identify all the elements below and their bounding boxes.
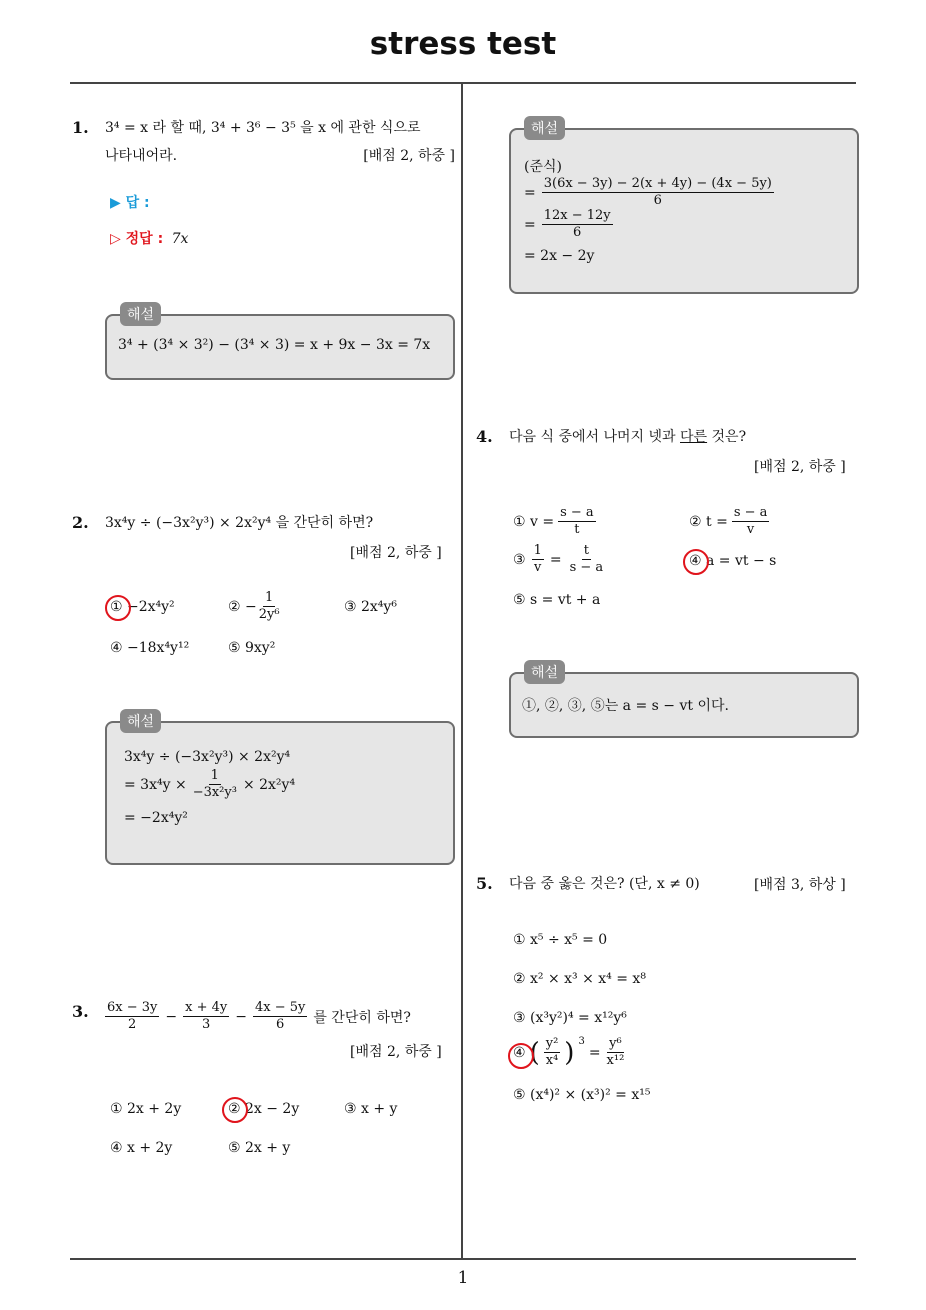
question-number-5: 5. [476, 874, 493, 893]
explanation-3-eq-1: = [524, 184, 536, 201]
q4-c3-right-num: t [583, 543, 589, 558]
q5-c4-fraction [544, 1036, 561, 1069]
q5-c4-num: y² [545, 1036, 559, 1051]
question-1-line2-row [105, 142, 455, 170]
q4-c2-fraction [732, 505, 770, 538]
q5-c4-label: ④ [513, 1044, 526, 1061]
explanation-2-line2-a: = 3x⁴y × [124, 776, 187, 793]
header-rule [70, 82, 856, 84]
q5-c4-den: x⁴ [545, 1053, 559, 1068]
q4-choice-3[interactable] [513, 543, 605, 576]
correct-answer-value: 7x [171, 231, 189, 247]
q2-choice-2[interactable] [228, 590, 282, 623]
q3-choice-5[interactable]: ⑤ 2x + y [228, 1140, 291, 1156]
explanation-1-text: 3⁴ + (3⁴ × 3²) − (3⁴ × 3) = x + 9x − 3x = 7x [118, 337, 431, 353]
question-5-points: [배점 3, 하상 ] [754, 877, 846, 893]
question-number-4: 4. [476, 427, 493, 446]
q4-c3-left-fraction [532, 543, 544, 576]
q4-c2-den: v [746, 522, 755, 537]
q3-choice-4[interactable]: ④ x + 2y [110, 1140, 173, 1156]
q2-choice-5[interactable]: ⑤ 9xy² [228, 640, 276, 656]
q3-fraction-1 [105, 1000, 159, 1033]
explanation-2-den: −3x²y³ [192, 785, 237, 800]
explanation-3-eq-2: = [524, 216, 536, 233]
q5-choice-3[interactable]: ③ (x³y²)⁴ = x¹²y⁶ [513, 1010, 627, 1026]
q3-f2-num: x + 4y [185, 1000, 228, 1015]
explanation-3-line2 [524, 176, 774, 209]
q2-choice-1[interactable]: ① −2x⁴y² [110, 599, 175, 615]
q5-choice-2[interactable]: ② x² × x³ × x⁴ = x⁸ [513, 971, 646, 987]
explanation-tag-3: 해설 [524, 116, 565, 140]
q4-c1-label: ① v = [513, 513, 555, 530]
correct-answer-label: ▷ 정답 : [110, 231, 164, 247]
q4-choice-4[interactable]: ④ a = vt − s [689, 553, 777, 569]
explanation-2-fraction [191, 768, 239, 801]
question-1-line1: 3⁴ = x 라 할 때, 3⁴ + 3⁶ − 3⁵ 을 x 에 관한 식으로 [105, 120, 421, 136]
q3-fraction-3 [253, 1000, 307, 1033]
explanation-3-line1: (준식) [524, 159, 562, 175]
q5-c4-exponent: 3 [578, 1036, 585, 1047]
explanation-2-line3: = −2x⁴y² [124, 810, 188, 826]
explanation-3-f2-num: 12x − 12y [543, 208, 611, 223]
q2-choice-2-fraction [257, 590, 282, 623]
question-4-text-a: 다음 식 중에서 나머지 넷과 [509, 429, 681, 445]
q2-selected-mark [105, 595, 131, 621]
explanation-3-line4: = 2x − 2y [524, 248, 595, 264]
q5-c4-lparen: ( [529, 1037, 540, 1068]
explanation-tag-1: 해설 [120, 302, 161, 326]
question-3-text [105, 1000, 411, 1033]
q2-choice-3[interactable]: ③ 2x⁴y⁶ [344, 599, 397, 615]
explanation-2-line2-b: × 2x²y⁴ [242, 776, 296, 793]
question-number-1: 1. [72, 118, 89, 137]
question-4-points: [배점 2, 하중 ] [754, 459, 846, 475]
q4-choice-1[interactable] [513, 505, 596, 538]
explanation-3-f1-den: 6 [653, 193, 662, 208]
q3-f3-num: 4x − 5y [254, 1000, 306, 1015]
q3-f2-den: 3 [202, 1017, 211, 1032]
q4-c3-right-fraction [568, 543, 606, 576]
q4-c2-num: s − a [733, 505, 768, 520]
question-number-2: 2. [72, 513, 89, 532]
q5-c4-right-fraction [605, 1036, 627, 1069]
explanation-2-line2 [124, 768, 295, 801]
page-number: 1 [457, 1268, 469, 1288]
q4-c3-label: ③ [513, 551, 526, 568]
explanation-4-text: ①, ②, ③, ⑤는 a = s − vt 이다. [522, 698, 729, 714]
question-4-text [509, 423, 746, 451]
answer-label: ▶ 답 : [110, 195, 150, 211]
q3-choice-3[interactable]: ③ x + y [344, 1101, 398, 1117]
explanation-3-fraction-1 [542, 176, 774, 209]
q5-c4-right-den: x¹² [606, 1053, 625, 1068]
q2-c2-num: 1 [265, 590, 274, 605]
q2-choice-4[interactable]: ④ −18x⁴y¹² [110, 640, 190, 656]
q3-fraction-2 [183, 1000, 229, 1033]
question-1-text [105, 114, 455, 170]
question-3-points: [배점 2, 하중 ] [350, 1044, 442, 1060]
q3-choice-2[interactable]: ② 2x − 2y [228, 1101, 300, 1117]
q4-c1-den: t [574, 522, 580, 537]
page-title: stress test [369, 26, 557, 62]
q5-c4-eq: = [588, 1044, 601, 1061]
column-divider [461, 84, 463, 1260]
q4-c1-num: s − a [560, 505, 594, 520]
explanation-3-line3 [524, 208, 613, 241]
footer-rule [70, 1258, 856, 1260]
correct-answer-row [110, 228, 188, 248]
explanation-3-f1-num: 3(6x − 3y) − 2(x + 4y) − (4x − 5y) [543, 176, 772, 191]
q3-f1-den: 2 [128, 1017, 137, 1032]
q4-c3-left-den: v [534, 560, 542, 575]
q4-choice-5[interactable]: ⑤ s = vt + a [513, 592, 601, 608]
q5-c4-right-num: y⁶ [609, 1036, 622, 1051]
q3-choice-1[interactable]: ① 2x + 2y [110, 1101, 182, 1117]
explanation-tag-4: 해설 [524, 660, 565, 684]
explanation-3-f2-den: 6 [573, 225, 582, 240]
question-number-3: 3. [72, 1002, 89, 1021]
q5-choice-5[interactable]: ⑤ (x⁴)² × (x³)² = x¹⁵ [513, 1087, 651, 1103]
explanation-tag-2: 해설 [120, 709, 161, 733]
question-2-points: [배점 2, 하중 ] [350, 545, 442, 561]
explanation-2-line1: 3x⁴y ÷ (−3x²y³) × 2x²y⁴ [124, 749, 291, 765]
q4-c3-right-den: s − a [569, 560, 604, 575]
q5-selected-mark [508, 1043, 534, 1069]
q2-c2-den: 2y⁶ [258, 607, 280, 622]
q4-c3-left-num: 1 [533, 543, 542, 558]
q5-choice-1[interactable]: ① x⁵ ÷ x⁵ = 0 [513, 932, 608, 948]
question-1-line2: 나타내어라. [105, 148, 178, 164]
question-4-text-underlined: 다른 [680, 429, 708, 445]
q3-minus-2: − [235, 1008, 247, 1025]
q4-selected-mark [683, 549, 709, 575]
q3-text-tail: 를 간단히 하면? [313, 1009, 411, 1026]
q3-selected-mark [222, 1097, 248, 1123]
q4-c1-fraction [558, 505, 596, 538]
question-5-text: 다음 중 옳은 것은? (단, x ≠ 0) [509, 876, 700, 892]
q3-minus-1: − [165, 1008, 178, 1025]
q4-c2-label: ② t = [689, 513, 728, 530]
q4-choice-2[interactable] [689, 505, 769, 538]
q3-f3-den: 6 [276, 1017, 285, 1032]
question-4-text-b: 것은? [707, 429, 747, 445]
q5-c4-rparen: ) [564, 1037, 575, 1068]
question-2-text: 3x⁴y ÷ (−3x²y³) × 2x²y⁴ 을 간단히 하면? [105, 515, 374, 531]
question-1-points: [배점 2, 하중 ] [363, 148, 455, 164]
q4-c3-eq: = [549, 551, 562, 568]
q2-choice-2-prefix: ② − [228, 598, 257, 615]
explanation-3-fraction-2 [542, 208, 613, 241]
q3-f1-num: 6x − 3y [107, 1000, 158, 1015]
explanation-2-num: 1 [210, 768, 219, 783]
